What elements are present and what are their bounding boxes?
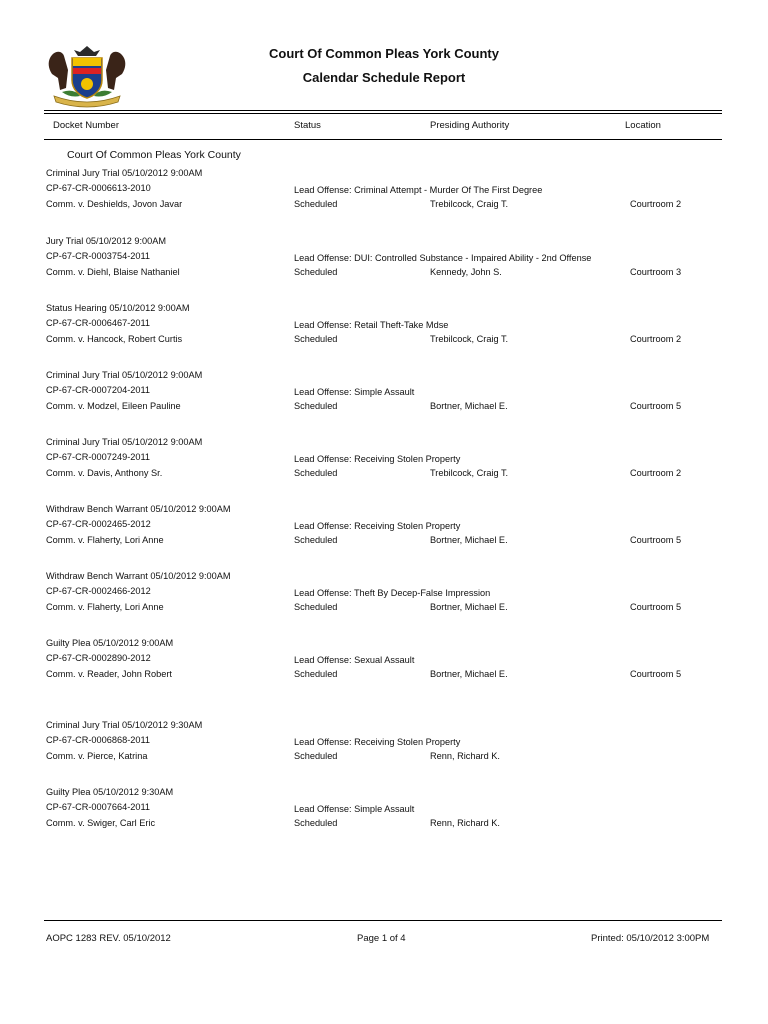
entry-event: Criminal Jury Trial 05/10/2012 9:30AM [46, 720, 203, 730]
entry-location: Courtroom 2 [630, 468, 682, 478]
calendar-entry [0, 168, 768, 216]
entry-status: Scheduled [294, 199, 338, 209]
entry-offense: Lead Offense: Retail Theft-Take Mdse [294, 320, 449, 330]
calendar-entry [0, 720, 768, 768]
entry-offense: Lead Offense: Theft By Decep-False Impression [294, 588, 491, 598]
entry-offense: Lead Offense: Simple Assault [294, 804, 415, 814]
header-divider-bottom [44, 139, 722, 140]
entry-authority: Trebilcock, Craig T. [430, 468, 509, 478]
entry-event: Guilty Plea 05/10/2012 9:30AM [46, 787, 174, 797]
calendar-entry [0, 571, 768, 619]
entry-docket: CP-67-CR-0002465-2012 [46, 519, 151, 529]
entry-status: Scheduled [294, 468, 338, 478]
footer-divider [44, 920, 722, 921]
entry-offense: Lead Offense: Receiving Stolen Property [294, 737, 461, 747]
entry-event: Withdraw Bench Warrant 05/10/2012 9:00AM [46, 504, 231, 514]
entry-offense: Lead Offense: Criminal Attempt - Murder Of The First Degree [294, 185, 543, 195]
entry-location: Courtroom 5 [630, 669, 682, 679]
entry-offense: Lead Offense: Receiving Stolen Property [294, 454, 461, 464]
entry-authority: Bortner, Michael E. [430, 669, 508, 679]
entry-event: Criminal Jury Trial 05/10/2012 9:00AM [46, 437, 203, 447]
entry-status: Scheduled [294, 669, 338, 679]
entry-status: Scheduled [294, 535, 338, 545]
entry-location: Courtroom 3 [630, 267, 682, 277]
entry-offense: Lead Offense: Receiving Stolen Property [294, 521, 461, 531]
entry-party: Comm. v. Flaherty, Lori Anne [46, 602, 164, 612]
entry-status: Scheduled [294, 401, 338, 411]
entry-status: Scheduled [294, 334, 338, 344]
entry-docket: CP-67-CR-0002890-2012 [46, 653, 151, 663]
entry-party: Comm. v. Modzel, Eileen Pauline [46, 401, 181, 411]
footer-printed-date: Printed: 05/10/2012 3:00PM [591, 933, 710, 944]
entry-status: Scheduled [294, 602, 338, 612]
entry-offense: Lead Offense: Sexual Assault [294, 655, 415, 665]
entry-location: Courtroom 5 [630, 401, 682, 411]
entry-offense: Lead Offense: DUI: Controlled Substance - Impaired Ability - 2nd Offense [294, 253, 592, 263]
entry-authority: Bortner, Michael E. [430, 602, 508, 612]
calendar-entry [0, 236, 768, 284]
column-header-authority: Presiding Authority [430, 120, 510, 131]
column-header-location: Location [625, 120, 661, 131]
entry-docket: CP-67-CR-0006868-2011 [46, 735, 151, 745]
entry-party: Comm. v. Davis, Anthony Sr. [46, 468, 163, 478]
entry-status: Scheduled [294, 267, 338, 277]
entry-location: Courtroom 2 [630, 199, 682, 209]
calendar-entry [0, 787, 768, 835]
entry-authority: Kennedy, John S. [430, 267, 502, 277]
entry-docket: CP-67-CR-0007664-2011 [46, 802, 151, 812]
entry-docket: CP-67-CR-0007249-2011 [46, 452, 151, 462]
entry-docket: CP-67-CR-0006467-2011 [46, 318, 151, 328]
entry-party: Comm. v. Diehl, Blaise Nathaniel [46, 267, 180, 277]
entry-location: Courtroom 5 [630, 602, 682, 612]
footer-form-number: AOPC 1283 REV. 05/10/2012 [46, 933, 171, 944]
entry-party: Comm. v. Reader, John Robert [46, 669, 172, 679]
entry-party: Comm. v. Hancock, Robert Curtis [46, 334, 183, 344]
entry-event: Jury Trial 05/10/2012 9:00AM [46, 236, 167, 246]
entry-offense: Lead Offense: Simple Assault [294, 387, 415, 397]
entry-docket: CP-67-CR-0003754-2011 [46, 251, 151, 261]
report-subtitle: Calendar Schedule Report [302, 70, 466, 85]
entry-party: Comm. v. Pierce, Katrina [46, 751, 148, 761]
entry-authority: Renn, Richard K. [430, 818, 500, 828]
entry-docket: CP-67-CR-0002466-2012 [46, 586, 151, 596]
entry-location: Courtroom 5 [630, 535, 682, 545]
column-header-status: Status [294, 120, 321, 131]
entry-event: Criminal Jury Trial 05/10/2012 9:00AM [46, 168, 203, 178]
entry-authority: Trebilcock, Craig T. [430, 199, 509, 209]
header-divider-top-2 [44, 113, 722, 114]
entry-event: Status Hearing 05/10/2012 9:00AM [46, 303, 190, 313]
entry-party: Comm. v. Flaherty, Lori Anne [46, 535, 164, 545]
entry-party: Comm. v. Deshields, Jovon Javar [46, 199, 183, 209]
entry-event: Withdraw Bench Warrant 05/10/2012 9:00AM [46, 571, 231, 581]
entry-authority: Bortner, Michael E. [430, 535, 508, 545]
column-header-docket: Docket Number [53, 120, 119, 131]
entry-event: Guilty Plea 05/10/2012 9:00AM [46, 638, 174, 648]
entry-authority: Renn, Richard K. [430, 751, 500, 761]
entry-authority: Bortner, Michael E. [430, 401, 508, 411]
calendar-entry [0, 504, 768, 552]
entry-status: Scheduled [294, 751, 338, 761]
calendar-entry [0, 638, 768, 686]
entry-party: Comm. v. Swiger, Carl Eric [46, 818, 156, 828]
calendar-entry [0, 437, 768, 485]
entry-docket: CP-67-CR-0006613-2010 [46, 183, 151, 193]
footer-page-number: Page 1 of 4 [357, 933, 406, 944]
entry-event: Criminal Jury Trial 05/10/2012 9:00AM [46, 370, 203, 380]
report-court-title: Court Of Common Pleas York County [269, 46, 499, 61]
entry-location: Courtroom 2 [630, 334, 682, 344]
section-court-label: Court Of Common Pleas York County [67, 149, 241, 161]
calendar-entry [0, 303, 768, 351]
calendar-entry [0, 370, 768, 418]
header-divider-top [44, 110, 722, 111]
entry-authority: Trebilcock, Craig T. [430, 334, 509, 344]
entry-docket: CP-67-CR-0007204-2011 [46, 385, 151, 395]
entry-status: Scheduled [294, 818, 338, 828]
